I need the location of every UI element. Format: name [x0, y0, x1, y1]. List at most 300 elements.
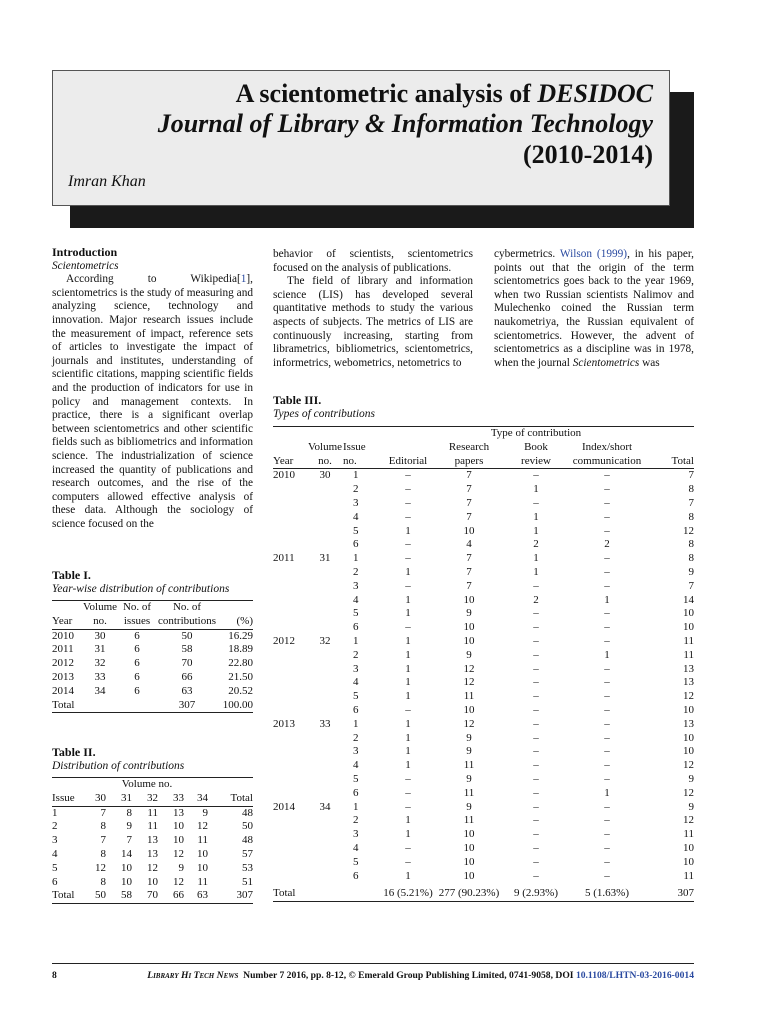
section-heading: Introduction: [52, 245, 118, 259]
table-cell: [307, 883, 343, 901]
table-cell: 1: [405, 731, 411, 744]
table-cell: –: [604, 579, 610, 592]
table-cell: [273, 566, 307, 580]
table-3: [273, 393, 694, 902]
table-cell: [273, 787, 307, 801]
table-row: 2011 31 6 58 18.89: [52, 643, 253, 656]
table-cell: 2012: [273, 634, 295, 647]
table-cell: [307, 649, 343, 663]
table-cell: 13: [173, 806, 184, 819]
table-cell: –: [604, 717, 610, 730]
table-1-title: Table I.: [52, 568, 91, 582]
table-cell: 10: [683, 841, 694, 854]
table-cell: 10: [147, 875, 158, 888]
table-cell: [273, 511, 307, 525]
table-cell: 10: [683, 745, 694, 758]
table-cell: 1: [405, 717, 411, 730]
table-cell: [273, 773, 307, 787]
table-cell: 48: [242, 834, 253, 847]
table-cell: –: [405, 841, 411, 854]
table-cell: 3: [353, 662, 359, 675]
table-cell: [273, 745, 307, 759]
table-cell: 1: [405, 593, 411, 606]
table-cell: –: [533, 759, 539, 772]
doi-link[interactable]: 10.1108/LHTN-03-2016-0014: [575, 970, 694, 981]
table-cell: 1: [353, 469, 359, 482]
table-cell: 9: [178, 861, 184, 874]
table-cell: –: [533, 869, 539, 882]
table-cell: –: [405, 510, 411, 523]
table-cell: 50: [95, 889, 106, 902]
table-cell: –: [405, 579, 411, 592]
table-row: [273, 856, 694, 870]
table-cell: –: [533, 855, 539, 868]
table-cell: 51: [242, 875, 253, 888]
table-cell: 11: [683, 828, 694, 841]
paragraph: The field of library and information science (LIS) has developed several quantitative methods to study the various aspects of subjects. The metrics of LIS are continuously increasing, starting from librametrics, bibliometrics, scientometrics, informetrics, webometrics, netometrics to: [273, 275, 473, 369]
table-row: [273, 663, 694, 677]
subsection-heading: Scientometrics: [52, 259, 119, 272]
table-cell: 14: [683, 593, 694, 606]
table-cell: –: [604, 814, 610, 827]
table-cell: 13: [683, 676, 694, 689]
table-cell: –: [604, 745, 610, 758]
table-row: [273, 828, 694, 842]
table-cell: [307, 870, 343, 884]
table-cell: 9: [688, 565, 694, 578]
table-cell: 2: [353, 731, 359, 744]
table-cell: 5: [353, 855, 359, 868]
table-row: [273, 773, 694, 787]
table-cell: 10: [463, 841, 475, 854]
table-row: [273, 621, 694, 635]
article-title-line-3: (2010-2014): [523, 140, 653, 169]
table-cell: 10: [173, 834, 184, 847]
table-row: [273, 787, 694, 801]
table-cell: [307, 787, 343, 801]
table-cell: 5: [52, 861, 58, 874]
table-cell: –: [604, 690, 610, 703]
table-cell: 9: [466, 745, 472, 758]
table-cell: 11: [147, 806, 158, 819]
table-cell: 1: [533, 565, 539, 578]
table-cell: 1: [353, 552, 359, 565]
table-cell: [307, 773, 343, 787]
table-2-grid: Volume no. Issue 30 31 32 33 34 Total 1 7 8 11 13 9 48 2 8 9 11 10 12 50 3 7 7 13 10 11 48 4 8 14 13 12 10 57 5 12 10 12 9 10 53 6 8 10 10 12 11 51 Total 50 58 70 66 63 307: [52, 777, 253, 904]
table-total-row: Total 307 100.00: [52, 699, 253, 713]
table-cell: 11: [463, 786, 475, 799]
paragraph: cybermetrics. Wilson (1999), in his paper, points out that the origin of the term scientometrics goes back to the year 1969, when two Russian scientists Nalimov and Mulechenko coined the Russian term naukometriya, the Russian equivalent of scientometrics. However, the advent of scientometrics as a discipline was in 1978, when the journal Scientometrics was: [494, 248, 694, 369]
table-cell: 2011: [273, 552, 295, 565]
table-cell: [307, 497, 343, 511]
table-cell: 1: [533, 483, 539, 496]
table-cell: –: [405, 538, 411, 551]
table-cell: –: [405, 772, 411, 785]
table-cell: 5: [353, 607, 359, 620]
table-cell: 3: [52, 834, 58, 847]
intro-paragraph: According to Wikipedia[1], scientometrics is the study of measuring and analyzing science, technology and innovation. Major research issues include the measurement of impact, reference sets of articles to investigate the impact of journals and institutes, understanding of scientific citations, mapping scientific fields and the production of indicators for use in policy and management contexts. In practice, there is a significant overlap between scientometrics and other scientific fields such as bibliometrics and information science. The industrialization of science increased the quantity of publications and research outcomes, and the rise of the computers allowed effective analysis of these data. Although the sociology of science focused on the: [52, 273, 253, 530]
table-cell: [307, 566, 343, 580]
table-cell: 1: [405, 745, 411, 758]
table-cell: 11: [463, 690, 475, 703]
table-cell: 277 (90.23%): [438, 887, 500, 900]
table-cell: –: [604, 496, 610, 509]
table-cell: –: [405, 469, 411, 482]
table-row: [52, 848, 253, 862]
table-cell: [273, 676, 307, 690]
table-row: [273, 759, 694, 773]
table-cell: 7: [466, 483, 472, 496]
table-cell: 1: [405, 690, 411, 703]
table-cell: 10: [463, 703, 475, 716]
table-cell: 10: [683, 621, 694, 634]
table-cell: 3: [353, 828, 359, 841]
table-cell: 12: [463, 662, 475, 675]
table-cell: 4: [353, 593, 359, 606]
table-cell: [307, 525, 343, 539]
table-cell: 9: [466, 800, 472, 813]
table-cell: [307, 676, 343, 690]
table-cell: 2010: [273, 469, 295, 482]
table-cell: 13: [683, 717, 694, 730]
table-cell: 12: [147, 861, 158, 874]
table-row: [273, 607, 694, 621]
table-cell: 1: [405, 648, 411, 661]
table-cell: [273, 621, 307, 635]
table-cell: 2: [353, 648, 359, 661]
table-cell: –: [533, 579, 539, 592]
table-cell: 32: [319, 634, 331, 647]
table-cell: 7: [688, 579, 694, 592]
table-cell: –: [604, 841, 610, 854]
table-cell: 10: [683, 703, 694, 716]
table-cell: 1: [405, 869, 411, 882]
table-cell: 8: [100, 820, 106, 833]
table-cell: 6: [353, 621, 359, 634]
citation-link[interactable]: Wilson (1999): [559, 248, 628, 260]
table-cell: 11: [463, 759, 475, 772]
table-row: [273, 801, 694, 815]
table-cell: 307: [677, 887, 694, 900]
table-cell: –: [405, 800, 411, 813]
table-row: [273, 718, 694, 732]
table-cell: –: [604, 828, 610, 841]
table-cell: 1: [405, 607, 411, 620]
table-row: 2010 30 6 50 16.29: [52, 629, 253, 642]
table-cell: 10: [463, 855, 475, 868]
table-cell: 10: [463, 634, 475, 647]
footer-rule: [52, 963, 694, 964]
table-cell: –: [533, 841, 539, 854]
table-row: [52, 820, 253, 834]
table-cell: 1: [405, 814, 411, 827]
column-3: [494, 248, 694, 370]
table-cell: 10: [121, 875, 132, 888]
footer-citation: Library Hi Tech News Number 7 2016, pp. 8-12, © Emerald Group Publishing Limited, 0741-9058, DOI 10.1108/LHTN-03-2016-0014: [147, 970, 694, 981]
table-cell: [273, 704, 307, 718]
table-2-title: Table II.: [52, 745, 96, 759]
table-cell: [307, 580, 343, 594]
table-cell: 1: [405, 759, 411, 772]
table-cell: 10: [463, 593, 475, 606]
table-cell: [307, 621, 343, 635]
table-cell: 10: [463, 621, 475, 634]
table-cell: 10: [463, 828, 475, 841]
table-cell: –: [604, 703, 610, 716]
table-cell: –: [533, 828, 539, 841]
table-cell: [307, 607, 343, 621]
table-3-caption: Types of contributions: [273, 408, 376, 420]
table-cell: 1: [533, 510, 539, 523]
table-cell: –: [604, 800, 610, 813]
table-cell: [273, 856, 307, 870]
table-row: [273, 649, 694, 663]
author-name: Imran Khan: [68, 173, 146, 190]
table-row: [273, 580, 694, 594]
table-cell: –: [533, 703, 539, 716]
table-cell: 12: [683, 814, 694, 827]
table-cell: 12: [683, 690, 694, 703]
table-cell: 6: [353, 869, 359, 882]
table-cell: 48: [242, 806, 253, 819]
table-cell: 9: [688, 800, 694, 813]
table-cell: –: [604, 483, 610, 496]
table-cell: 9: [202, 806, 208, 819]
table-cell: [273, 497, 307, 511]
table-cell: –: [533, 662, 539, 675]
table-cell: 8: [126, 806, 132, 819]
table-cell: –: [405, 786, 411, 799]
table-row: [52, 806, 253, 820]
table-cell: [307, 842, 343, 856]
table-cell: 5: [353, 690, 359, 703]
table-cell: 3: [353, 496, 359, 509]
table-cell: 1: [405, 524, 411, 537]
table-cell: –: [604, 855, 610, 868]
table-cell: 66: [173, 889, 184, 902]
table-cell: 57: [242, 847, 253, 860]
table-cell: 7: [466, 510, 472, 523]
table-cell: Total: [273, 887, 296, 900]
table-cell: [273, 828, 307, 842]
table-cell: 11: [463, 814, 475, 827]
table-cell: –: [533, 469, 539, 482]
table-cell: 8: [688, 510, 694, 523]
table-cell: 12: [95, 861, 106, 874]
table-cell: 1: [405, 828, 411, 841]
table-cell: [307, 690, 343, 704]
table-cell: 7: [466, 579, 472, 592]
table-cell: –: [533, 731, 539, 744]
table-cell: –: [604, 565, 610, 578]
table-cell: 9: [688, 772, 694, 785]
table-cell: 9 (2.93%): [514, 887, 558, 900]
table-cell: 9: [466, 772, 472, 785]
table-3-title: Table III.: [273, 393, 322, 407]
table-cell: –: [533, 772, 539, 785]
table-cell: [307, 538, 343, 552]
table-cell: 10: [683, 855, 694, 868]
table-cell: [307, 745, 343, 759]
table-cell: 11: [197, 875, 208, 888]
table-row: [273, 676, 694, 690]
table-cell: 4: [353, 841, 359, 854]
table-row: [273, 635, 694, 649]
table-cell: 1: [353, 634, 359, 647]
table-cell: 14: [121, 847, 132, 860]
table-row: [273, 511, 694, 525]
table-cell: –: [533, 690, 539, 703]
table-cell: –: [533, 745, 539, 758]
article-title-line-2: Journal of Library & Information Technology: [157, 109, 653, 138]
table-row: [273, 497, 694, 511]
table-cell: –: [604, 621, 610, 634]
table-cell: 1: [353, 717, 359, 730]
table-cell: 9: [466, 648, 472, 661]
table-row: [273, 552, 694, 566]
table-cell: –: [604, 676, 610, 689]
table-cell: [273, 538, 307, 552]
table-cell: 5: [353, 524, 359, 537]
table-cell: –: [604, 731, 610, 744]
table-cell: 7: [688, 469, 694, 482]
table-cell: 8: [688, 538, 694, 551]
table-cell: 63: [197, 889, 208, 902]
table-cell: 1: [52, 806, 58, 819]
table-cell: 5 (1.63%): [585, 887, 629, 900]
table-cell: 12: [683, 759, 694, 772]
table-1: [52, 568, 253, 713]
table-cell: [273, 814, 307, 828]
table-1-grid: Volume No. of No. of Year no. issues contributions (%) 2010 30 6 50 16.29 2011 31 6 58 18.89 2012 32 6 70 22.80 2013 33 6 66 21.50 2014 34 6 63 20.52 Total 307 100.00: [52, 600, 253, 713]
table-cell: 1: [533, 552, 539, 565]
table-cell: 3: [353, 745, 359, 758]
table-cell: 12: [463, 717, 475, 730]
page-number: 8: [52, 970, 57, 981]
reference-link[interactable]: 1: [240, 273, 247, 286]
table-cell: –: [604, 869, 610, 882]
table-row: [273, 594, 694, 608]
table-cell: 2: [533, 538, 539, 551]
table-cell: 10: [463, 869, 475, 882]
table-cell: 16 (5.21%): [383, 887, 433, 900]
table-cell: 6: [353, 786, 359, 799]
table-cell: 4: [466, 538, 472, 551]
table-cell: 50: [242, 820, 253, 833]
table-row: [273, 483, 694, 497]
table-cell: 1: [533, 524, 539, 537]
table-cell: 9: [466, 607, 472, 620]
table-cell: [273, 732, 307, 746]
table-cell: [307, 594, 343, 608]
table-cell: 10: [683, 731, 694, 744]
table-cell: 7: [688, 496, 694, 509]
table-cell: 307: [236, 889, 253, 902]
table-cell: 6: [353, 703, 359, 716]
table-cell: 1: [405, 634, 411, 647]
article-title-line-1: A scientometric analysis of DESIDOC: [235, 79, 653, 108]
table-cell: –: [604, 510, 610, 523]
table-cell: –: [533, 676, 539, 689]
table-cell: 4: [353, 759, 359, 772]
table-cell: –: [533, 717, 539, 730]
table-cell: 8: [688, 483, 694, 496]
table-cell: –: [604, 662, 610, 675]
table-cell: –: [405, 496, 411, 509]
table-cell: –: [533, 607, 539, 620]
table-cell: 8: [100, 875, 106, 888]
table-cell: –: [405, 483, 411, 496]
table-cell: 7: [466, 496, 472, 509]
table-cell: 10: [173, 820, 184, 833]
table-cell: 12: [173, 847, 184, 860]
table-cell: [273, 607, 307, 621]
table-cell: 2: [353, 814, 359, 827]
table-cell: 1: [604, 593, 610, 606]
table-cell: –: [604, 524, 610, 537]
table-cell: [273, 525, 307, 539]
table-cell: [307, 511, 343, 525]
table-cell: 5: [353, 772, 359, 785]
table-row: [273, 566, 694, 580]
table-cell: [273, 594, 307, 608]
table-cell: 13: [147, 834, 158, 847]
table-cell: 2: [52, 820, 58, 833]
table-cell: 31: [319, 552, 331, 565]
table-cell: [307, 483, 343, 497]
table-cell: 11: [147, 820, 158, 833]
table-cell: 11: [683, 634, 694, 647]
table-cell: [273, 649, 307, 663]
table-cell: –: [604, 634, 610, 647]
paragraph: behavior of scientists, scientometrics focused on the analysis of publications.: [273, 248, 473, 274]
table-cell: 2013: [273, 717, 295, 730]
table-cell: 7: [466, 565, 472, 578]
table-row: [273, 842, 694, 856]
table-cell: –: [405, 552, 411, 565]
table-cell: 2: [604, 538, 610, 551]
table-cell: 1: [604, 786, 610, 799]
table-cell: 2: [353, 483, 359, 496]
table-cell: 4: [52, 847, 58, 860]
table-cell: 8: [100, 847, 106, 860]
table-cell: [307, 814, 343, 828]
table-cell: 53: [242, 861, 253, 874]
table-cell: –: [533, 648, 539, 661]
table-cell: 3: [353, 579, 359, 592]
table-cell: –: [405, 621, 411, 634]
table-cell: –: [405, 855, 411, 868]
table-cell: [307, 704, 343, 718]
table-cell: 7: [100, 806, 106, 819]
table-cell: –: [604, 469, 610, 482]
table-cell: 2014: [273, 800, 295, 813]
table-row: [273, 469, 694, 483]
table-cell: 1: [405, 662, 411, 675]
table-cell: [307, 828, 343, 842]
table-cell: 12: [683, 786, 694, 799]
table-row: [273, 732, 694, 746]
table-cell: [273, 483, 307, 497]
table-cell: 12: [463, 676, 475, 689]
table-cell: 7: [126, 834, 132, 847]
table-cell: 12: [173, 875, 184, 888]
table-row: [273, 538, 694, 552]
table-cell: 58: [121, 889, 132, 902]
table-cell: 7: [466, 552, 472, 565]
table-cell: [307, 759, 343, 773]
table-cell: 34: [319, 800, 331, 813]
